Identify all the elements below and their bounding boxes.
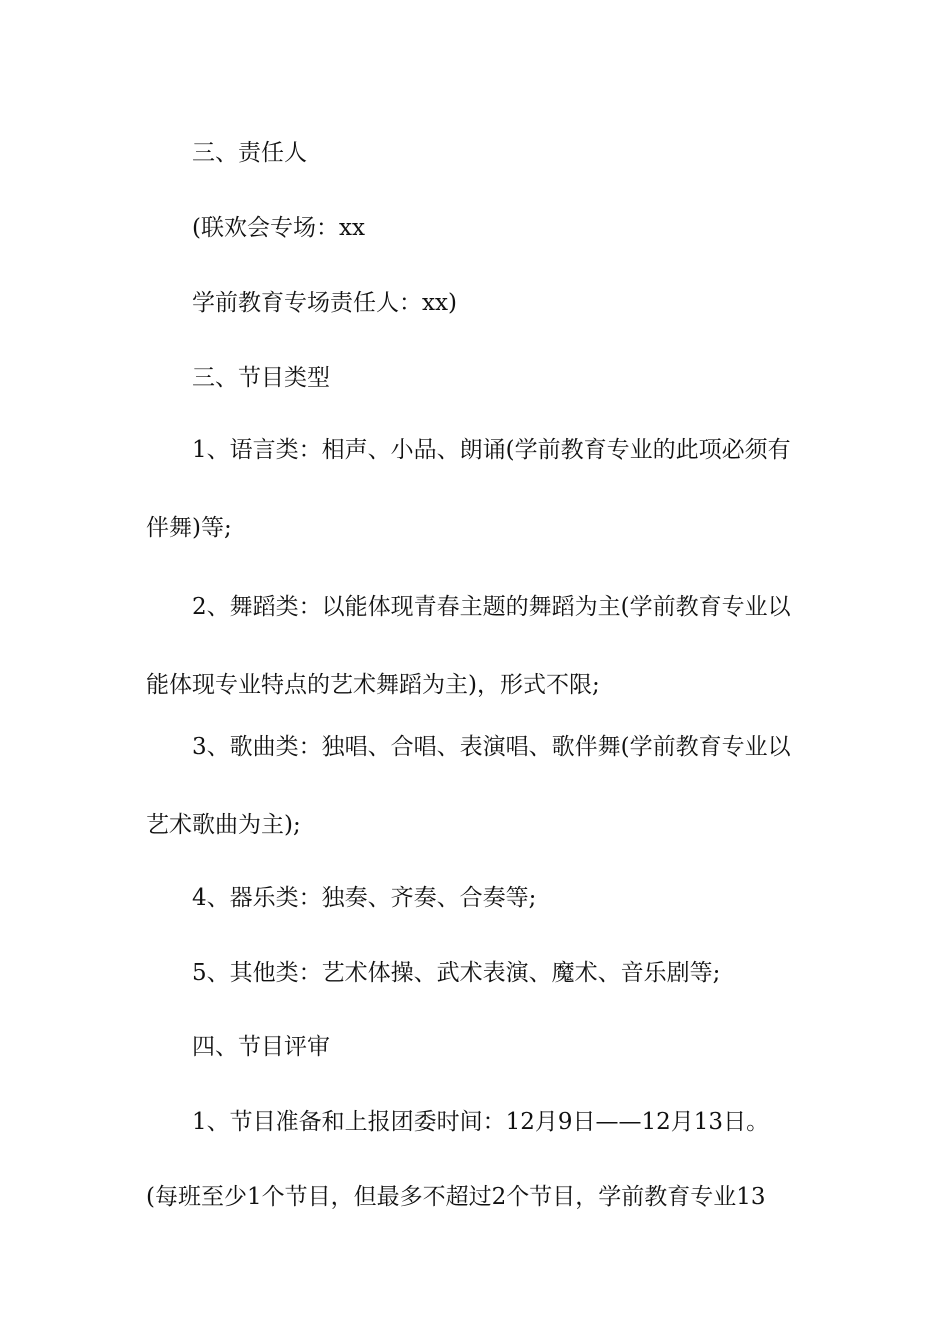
section-heading-program-types: 三、节目类型 bbox=[192, 365, 330, 391]
paragraph-dance-category: 2、舞蹈类：以能体现青春主题的舞蹈为主(学前教育专业以能体现专业特点的艺术舞蹈为主)，形式不限; bbox=[146, 594, 791, 698]
paragraph-program-limits: (每班至少1个节目，但最多不超过2个节目，学前教育专业13 bbox=[146, 1184, 766, 1210]
paragraph-song-category: 3、歌曲类：独唱、合唱、表演唱、歌伴舞(学前教育专业以艺术歌曲为主); bbox=[146, 734, 791, 838]
section-heading-responsible: 三、责任人 bbox=[192, 140, 307, 166]
paragraph-submission-time: 1、节目准备和上报团委时间：12月9日——12月13日。 bbox=[192, 1109, 770, 1135]
paragraph-preschool-responsible: 学前教育专场责任人：xx) bbox=[192, 290, 457, 316]
paragraph-language-category: 1、语言类：相声、小品、朗诵(学前教育专业的此项必须有伴舞)等; bbox=[146, 437, 791, 541]
paragraph-other-category: 5、其他类：艺术体操、武术表演、魔术、音乐剧等; bbox=[192, 960, 721, 986]
paragraph-gala-venue: (联欢会专场：xx bbox=[192, 215, 365, 241]
paragraph-instrument-category: 4、器乐类：独奏、齐奏、合奏等; bbox=[192, 885, 537, 911]
section-heading-program-review: 四、节目评审 bbox=[192, 1034, 330, 1060]
